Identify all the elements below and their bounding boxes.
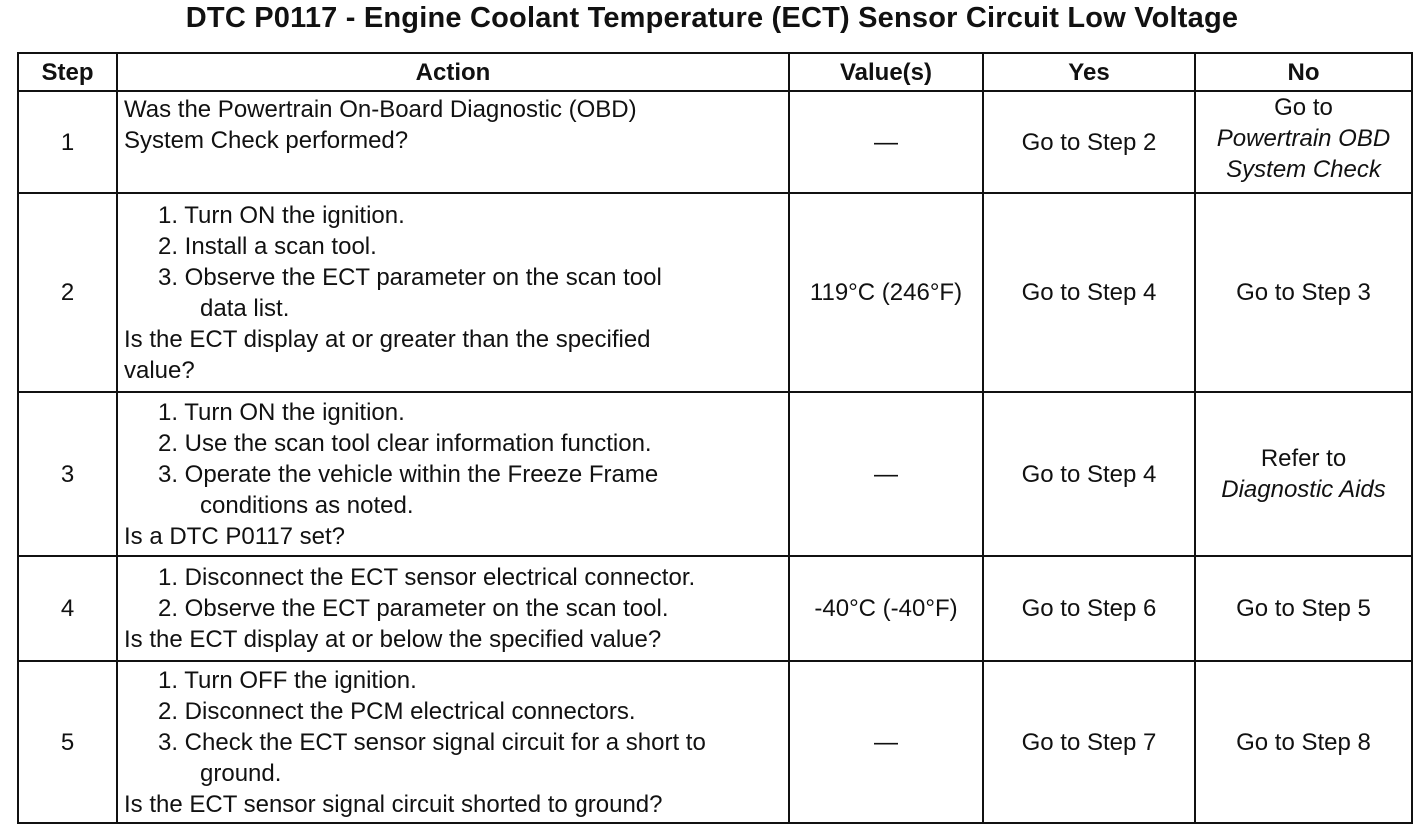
no-link-text: System Check — [1226, 156, 1381, 183]
no-link-text: Powertrain OBD — [1216, 125, 1391, 152]
step-number: 4 — [18, 556, 117, 661]
header-no: No — [1195, 53, 1412, 91]
action-item: 1. Disconnect the ECT sensor electrical connector. — [158, 564, 696, 591]
action-item-continued: conditions as noted. — [200, 491, 414, 519]
yes-cell: Go to Step 7 — [983, 661, 1195, 823]
header-values: Value(s) — [789, 53, 983, 91]
page-title: DTC P0117 - Engine Coolant Temperature (ECT) Sensor Circuit Low Voltage — [185, 2, 1239, 34]
no-link-text: Diagnostic Aids — [1221, 476, 1386, 503]
action-question: Is the ECT display at or greater than the specified — [124, 325, 651, 353]
step-number: 1 — [18, 91, 117, 193]
diagnostic-table — [17, 52, 1413, 824]
yes-cell: Go to Step 2 — [983, 91, 1195, 193]
action-cell — [117, 91, 789, 193]
value-cell: — — [789, 661, 983, 823]
no-prefix: Go to — [1274, 94, 1333, 121]
action-line: Was the Powertrain On-Board Diagnostic (OBD) — [124, 96, 637, 123]
action-item: 2. Use the scan tool clear information function. — [158, 429, 652, 457]
yes-cell: Go to Step 4 — [983, 193, 1195, 392]
yes-cell: Go to Step 6 — [983, 556, 1195, 661]
no-cell — [1195, 392, 1412, 556]
table-header-row — [18, 53, 1412, 91]
value-cell: — — [789, 392, 983, 556]
action-cell — [117, 556, 789, 661]
value-cell: 119°C (246°F) — [789, 193, 983, 392]
action-item: 3. Operate the vehicle within the Freeze Frame — [158, 460, 659, 488]
no-cell: Go to Step 5 — [1195, 556, 1412, 661]
table-row — [18, 193, 1412, 392]
header-action: Action — [117, 53, 789, 91]
action-item: 1. Turn OFF the ignition. — [158, 666, 417, 694]
action-cell — [117, 661, 789, 823]
action-question: value? — [124, 356, 195, 384]
no-cell — [1195, 91, 1412, 193]
step-number: 3 — [18, 392, 117, 556]
no-prefix: Refer to — [1260, 445, 1347, 472]
step-number: 2 — [18, 193, 117, 392]
value-cell: -40°C (-40°F) — [789, 556, 983, 661]
header-step: Step — [18, 53, 117, 91]
no-cell: Go to Step 3 — [1195, 193, 1412, 392]
yes-cell: Go to Step 4 — [983, 392, 1195, 556]
table-row — [18, 392, 1412, 556]
action-item: 1. Turn ON the ignition. — [158, 398, 405, 426]
step-number: 5 — [18, 661, 117, 823]
action-cell — [117, 193, 789, 392]
action-cell — [117, 392, 789, 556]
action-item: 2. Install a scan tool. — [158, 232, 377, 260]
action-question: Is a DTC P0117 set? — [124, 522, 345, 550]
action-item: 2. Observe the ECT parameter on the scan tool. — [158, 595, 669, 622]
action-item: 3. Observe the ECT parameter on the scan tool — [158, 263, 662, 291]
header-yes: Yes — [983, 53, 1195, 91]
action-question: Is the ECT sensor signal circuit shorted to ground? — [124, 790, 663, 818]
table-row — [18, 556, 1412, 661]
action-item: 3. Check the ECT sensor signal circuit for a short to — [158, 728, 706, 756]
action-line: System Check performed? — [124, 127, 409, 154]
no-cell: Go to Step 8 — [1195, 661, 1412, 823]
action-item: 2. Disconnect the PCM electrical connectors. — [158, 697, 636, 725]
table-row — [18, 91, 1412, 193]
action-question: Is the ECT display at or below the specified value? — [124, 626, 662, 653]
table-row — [18, 661, 1412, 823]
value-cell: — — [789, 91, 983, 193]
action-item-continued: ground. — [200, 759, 282, 787]
action-item: 1. Turn ON the ignition. — [158, 201, 405, 229]
action-item-continued: data list. — [200, 294, 290, 322]
